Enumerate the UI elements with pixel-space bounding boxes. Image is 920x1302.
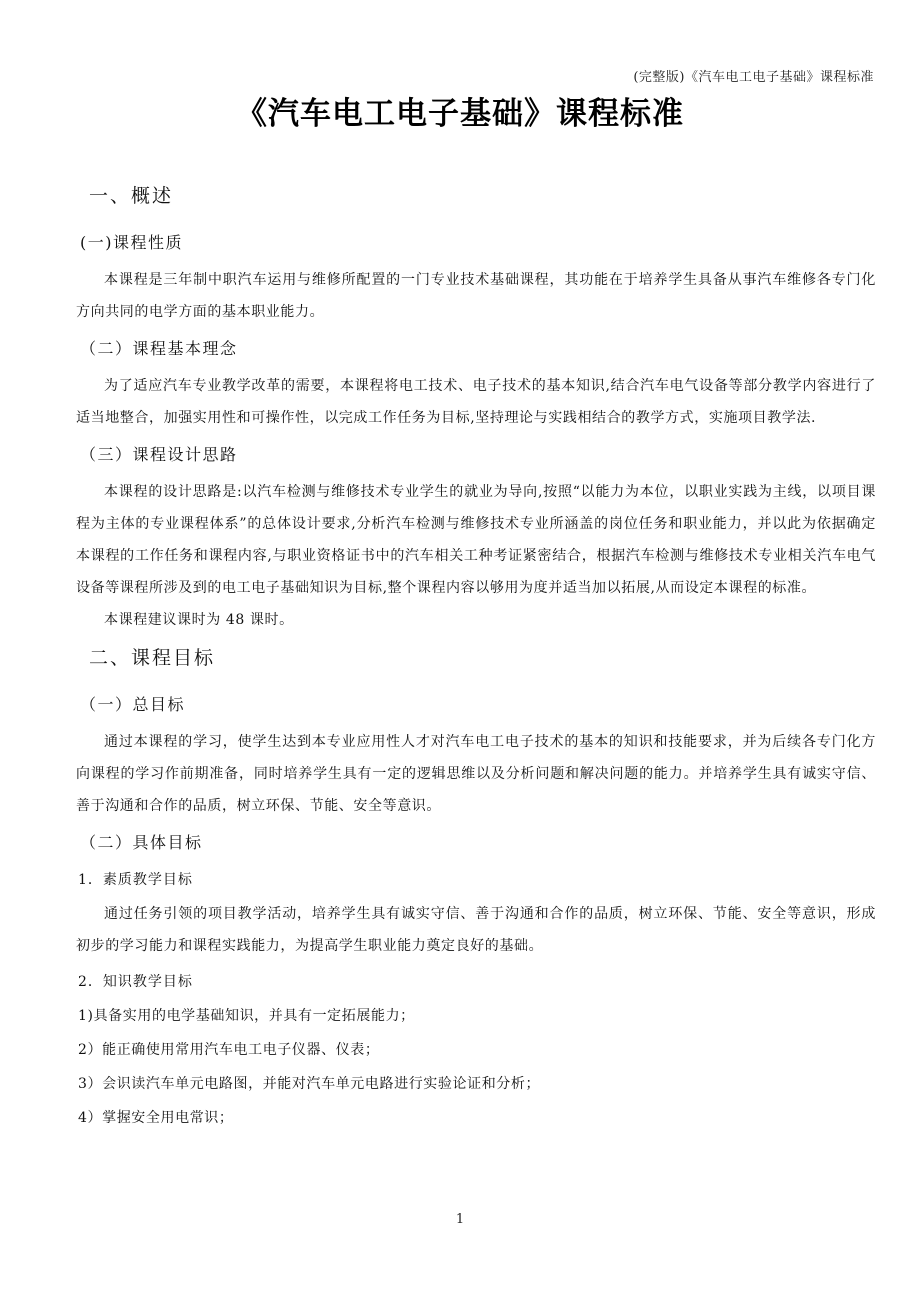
subsection-heading-course-nature: (一)课程性质 [80, 233, 183, 252]
subsection-heading-overall-goal: （一）总目标 [80, 695, 186, 714]
knowledge-goal-item: 3）会识读汽车单元电路图，并能对汽车单元电路进行实验论证和分析； [78, 1076, 541, 1092]
paragraph-course-nature: 本课程是三年制中职汽车运用与维修所配置的一门专业技术基础课程，其功能在于培养学生具备从事汽车维修各专门化方向共同的电学方面的基本职业能力。 [76, 272, 876, 320]
knowledge-goal-item: 4）掌握安全用电常识； [78, 1110, 234, 1126]
goal-heading-quality: 1．素质教学目标 [78, 872, 193, 888]
paragraph-basic-concept: 为了适应汽车专业教学改革的需要，本课程将电工技术、电子技术的基本知识,结合汽车电气设备等部分教学内容进行了适当地整合，加强实用性和可操作性，以完成工作任务为目标,坚持理论与实践相结合的教学方式，实施项目教学法. [76, 378, 876, 426]
knowledge-goal-item: 2）能正确使用常用汽车电工电子仪器、仪表； [78, 1042, 380, 1058]
subsection-heading-specific-goals: （二）具体目标 [80, 833, 203, 852]
paragraph-design-idea: 本课程的设计思路是:以汽车检测与维修技术专业学生的就业为导向,按照“以能力为本位，以职业实践为主线，以项目课程为主体的专业课程体系”的总体设计要求,分析汽车检测与维修技术专业所涵盖的岗位任务和职业能力，并以此为依据确定本课程的工作任务和课程内容,与职业资格证书中的汽车相关工种考证紧密结合，根据汽车检测与维修技术专业相关汽车电气设备等课程所涉及到的电工电子基础知识为目标,整个课程内容以够用为度并适当加以拓展,从而设定本课程的标准。 [76, 484, 876, 596]
paragraph-overall-goal: 通过本课程的学习，使学生达到本专业应用性人才对汽车电工电子技术的基本的知识和技能要求，并为后续各专门化方向课程的学习作前期准备，同时培养学生具有一定的逻辑思维以及分析问题和解决问题的能力。并培养学生具有诚实守信、善于沟通和合作的品质，树立环保、节能、安全等意识。 [76, 734, 876, 814]
knowledge-goal-item: 1)具备实用的电学基础知识，并具有一定拓展能力； [78, 1008, 415, 1024]
paragraph-quality-goal: 通过任务引领的项目教学活动，培养学生具有诚实守信、善于沟通和合作的品质，树立环保、节能、安全等意识，形成初步的学习能力和课程实践能力，为提高学生职业能力奠定良好的基础。 [76, 906, 876, 954]
paragraph-course-hours: 本课程建议课时为 48 课时。 [104, 612, 294, 628]
document-title: 《汽车电工电子基础》课程标准 [236, 96, 684, 132]
subsection-heading-design-idea: （三）课程设计思路 [80, 445, 238, 464]
running-header: (完整版)《汽车电工电子基础》课程标准 [633, 70, 874, 85]
goal-heading-knowledge: 2．知识教学目标 [78, 974, 193, 990]
section-heading-overview: 一、概述 [89, 185, 174, 207]
document-body [76, 178, 876, 1136]
page-number: 1 [455, 1212, 465, 1227]
section-heading-course-goals: 二、课程目标 [89, 647, 216, 669]
subsection-heading-basic-concept: （二）课程基本理念 [80, 339, 238, 358]
